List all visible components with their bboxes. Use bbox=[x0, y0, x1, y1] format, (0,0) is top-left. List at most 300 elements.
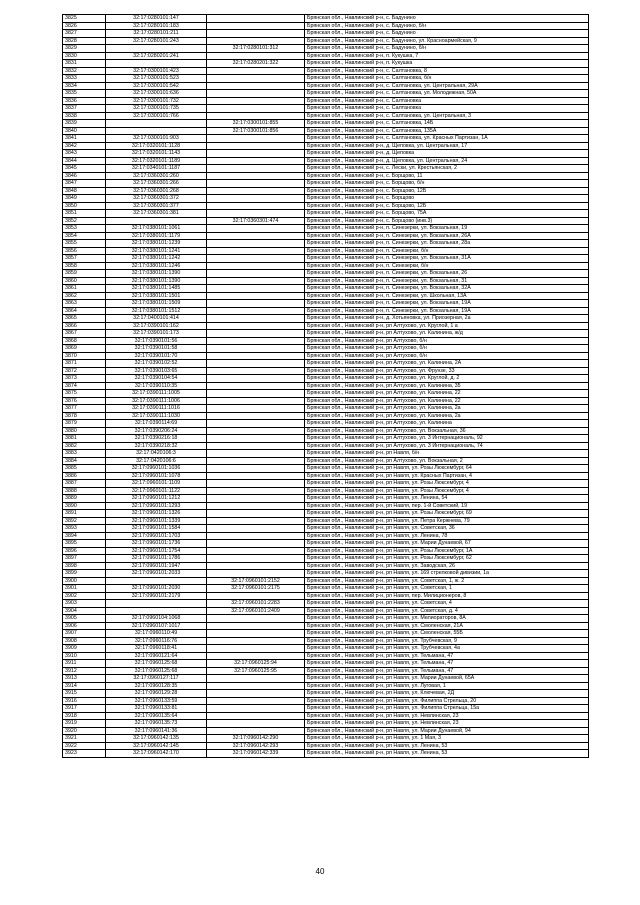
cadastral-number-cell: 32:17:0960110:49 bbox=[106, 630, 207, 638]
related-cadastral-number-cell: 32:17:0300101:856 bbox=[207, 127, 305, 135]
address-cell: Брянская обл., Навлинский р-н, д. Щеповка, ул. Центральная, 17 bbox=[305, 142, 589, 150]
table-row bbox=[63, 300, 589, 308]
table-row bbox=[63, 487, 589, 495]
table-row bbox=[63, 562, 589, 570]
related-cadastral-number-cell bbox=[207, 570, 305, 578]
cadastral-number-cell: 32:17:0960101:2030 bbox=[106, 585, 207, 593]
cadastral-number-cell bbox=[106, 577, 207, 585]
row-number-cell: 3846 bbox=[63, 172, 106, 180]
row-number-cell: 3825 bbox=[63, 15, 106, 23]
related-cadastral-number-cell bbox=[207, 645, 305, 653]
address-cell: Брянская обл., Навлинский р-н, с. Салтановка, ул. Молодежная, 50А bbox=[305, 90, 589, 98]
cadastral-number-cell: 32:17:0960135:73 bbox=[106, 720, 207, 728]
address-cell: Брянская обл., Навлинский р-н, д. Щеповка bbox=[305, 150, 589, 158]
related-cadastral-number-cell bbox=[207, 345, 305, 353]
table-row bbox=[63, 90, 589, 98]
cadastral-number-cell: 32:17:0390111:1005 bbox=[106, 390, 207, 398]
related-cadastral-number-cell bbox=[207, 352, 305, 360]
row-number-cell: 3890 bbox=[63, 502, 106, 510]
address-cell: Брянская обл., Навлинский р-н, п. Синезерки, ул. Вокзальная, 19А bbox=[305, 300, 589, 308]
table-row bbox=[63, 247, 589, 255]
address-cell: Брянская обл., Навлинский р-н, рп Навля, пер. 1-й Советский, 19 bbox=[305, 502, 589, 510]
row-number-cell: 3877 bbox=[63, 405, 106, 413]
cadastral-number-cell: 32:17:0390111:1030 bbox=[106, 412, 207, 420]
related-cadastral-number-cell bbox=[207, 510, 305, 518]
table-row bbox=[63, 735, 589, 743]
address-cell: Брянская обл., Навлинский р-н, рп Навля, ул. Мелиораторов, 8А bbox=[305, 615, 589, 623]
cadastral-number-cell: 32:17:0390101:56 bbox=[106, 337, 207, 345]
table-row bbox=[63, 472, 589, 480]
row-number-cell: 3921 bbox=[63, 735, 106, 743]
address-cell: Брянская обл., Навлинский р-н, рп Навля, ул. Ленина, 54 bbox=[305, 495, 589, 503]
table-row bbox=[63, 37, 589, 45]
table-row bbox=[63, 480, 589, 488]
table-row bbox=[63, 330, 589, 338]
related-cadastral-number-cell bbox=[207, 555, 305, 563]
row-number-cell: 3845 bbox=[63, 165, 106, 173]
cadastral-number-cell: 32:17:0960133:59 bbox=[106, 697, 207, 705]
address-cell: Брянская обл., Навлинский р-н, с. Борщово bbox=[305, 195, 589, 203]
table-row bbox=[63, 667, 589, 675]
address-cell: Брянская обл., Навлинский р-н, рп Алтухово, ул. Вокзальная, 2 bbox=[305, 457, 589, 465]
related-cadastral-number-cell bbox=[207, 427, 305, 435]
table-row bbox=[63, 750, 589, 758]
cadastral-number-cell: 32:17:0280201:241 bbox=[106, 52, 207, 60]
table-row bbox=[63, 660, 589, 668]
cadastral-number-cell: 32:17:0960142:145 bbox=[106, 742, 207, 750]
table-row bbox=[63, 360, 589, 368]
cadastral-number-cell: 32:17:0300101:636 bbox=[106, 90, 207, 98]
address-cell: Брянская обл., Навлинский р-н, п. Синезерки, ул. Вокзальная, 32А bbox=[305, 285, 589, 293]
related-cadastral-number-cell bbox=[207, 15, 305, 23]
table-row bbox=[63, 630, 589, 638]
table-row bbox=[63, 720, 589, 728]
row-number-cell: 3902 bbox=[63, 592, 106, 600]
table-row bbox=[63, 45, 589, 53]
address-cell: Брянская обл., Навлинский р-н, с. Салтановка, 8 bbox=[305, 67, 589, 75]
cadastral-number-cell: 32:17:0380101:1501 bbox=[106, 292, 207, 300]
address-cell: Брянская обл., Навлинский р-н, с. Борщово, б/н bbox=[305, 180, 589, 188]
table-row bbox=[63, 225, 589, 233]
table-row bbox=[63, 292, 589, 300]
address-cell: Брянская обл., Навлинский р-н, рп Навля, ул. Филиппа Стрельца, 15а bbox=[305, 705, 589, 713]
cadastral-number-cell bbox=[106, 45, 207, 53]
table-row bbox=[63, 517, 589, 525]
related-cadastral-number-cell bbox=[207, 390, 305, 398]
address-cell: Брянская обл., Навлинский р-н, п. Синезерки, ул. Вокзальная, 31А bbox=[305, 255, 589, 263]
row-number-cell: 3837 bbox=[63, 105, 106, 113]
related-cadastral-number-cell bbox=[207, 720, 305, 728]
cadastral-number-cell: 32:17:0420106:3 bbox=[106, 450, 207, 458]
row-number-cell: 3860 bbox=[63, 277, 106, 285]
cadastral-number-cell: 32:17:0360301:377 bbox=[106, 202, 207, 210]
address-cell: Брянская обл., Навлинский р-н, п. Синезерки, ул. Вокзальная, 26 bbox=[305, 270, 589, 278]
address-cell: Брянская обл., Навлинский р-н, рп Алтухово, ул. Калинина, 35 bbox=[305, 382, 589, 390]
address-cell: Брянская обл., Навлинский р-н, рп Навля, ул. Советская, д. 4 bbox=[305, 607, 589, 615]
related-cadastral-number-cell bbox=[207, 165, 305, 173]
table-row bbox=[63, 442, 589, 450]
table-row bbox=[63, 510, 589, 518]
row-number-cell: 3828 bbox=[63, 37, 106, 45]
address-cell: Брянская обл., Навлинский р-н, рп Навля, ул. Ленина, 78 bbox=[305, 532, 589, 540]
address-cell: Брянская обл., Навлинский р-н, п. Синезерки, ул. Вокзальная, 19 bbox=[305, 225, 589, 233]
row-number-cell: 3904 bbox=[63, 607, 106, 615]
related-cadastral-number-cell bbox=[207, 525, 305, 533]
cadastral-number-cell: 32:17:0960129:28 bbox=[106, 690, 207, 698]
table-row bbox=[63, 202, 589, 210]
related-cadastral-number-cell: 32:17:0960125:95 bbox=[207, 667, 305, 675]
row-number-cell: 3867 bbox=[63, 330, 106, 338]
cadastral-number-cell: 32:17:0360301:266 bbox=[106, 180, 207, 188]
address-cell: Брянская обл., Навлинский р-н, с. Салтановка, б/н bbox=[305, 75, 589, 83]
cadastral-number-cell: 32:17:0380101:1485 bbox=[106, 285, 207, 293]
address-cell: Брянская обл., Навлинский р-н, рп Навля, ул. Тельмана, 47 bbox=[305, 660, 589, 668]
address-cell: Брянская обл., Навлинский р-н, с. Борщово, 11 bbox=[305, 172, 589, 180]
cadastral-number-cell: 32:17:0320101:1143 bbox=[106, 150, 207, 158]
table-row bbox=[63, 495, 589, 503]
table-row bbox=[63, 195, 589, 203]
address-cell: Брянская обл., Навлинский р-н, рп Навля, ул. Тельмана, 47 bbox=[305, 667, 589, 675]
cadastral-number-cell: 32:17:0320101:1128 bbox=[106, 142, 207, 150]
related-cadastral-number-cell bbox=[207, 412, 305, 420]
address-cell: Брянская обл., Навлинский р-н, с. Салтановка, ул. Центральная, 3 bbox=[305, 112, 589, 120]
table-row bbox=[63, 60, 589, 68]
row-number-cell: 3920 bbox=[63, 727, 106, 735]
address-cell: Брянская обл., Навлинский р-н, рп Алтухово, ул. Вокзальная, 36 bbox=[305, 427, 589, 435]
row-number-cell: 3859 bbox=[63, 270, 106, 278]
related-cadastral-number-cell bbox=[207, 652, 305, 660]
row-number-cell: 3863 bbox=[63, 300, 106, 308]
cadastral-number-cell: 32:17:0390101:162 bbox=[106, 322, 207, 330]
address-cell: Брянская обл., Навлинский р-н, п. Синезерки, ул. Вокзальная, 19А bbox=[305, 307, 589, 315]
table-row bbox=[63, 600, 589, 608]
related-cadastral-number-cell bbox=[207, 480, 305, 488]
related-cadastral-number-cell bbox=[207, 495, 305, 503]
row-number-cell: 3899 bbox=[63, 570, 106, 578]
related-cadastral-number-cell: 32:17:0960101:2175 bbox=[207, 585, 305, 593]
address-cell: Брянская обл., Навлинский р-н, рп Навля, ул. Заводская, 26 bbox=[305, 562, 589, 570]
related-cadastral-number-cell bbox=[207, 105, 305, 113]
address-cell: Брянская обл., Навлинский р-н, рп Навля, ул. Розы Люксембург, 4 bbox=[305, 487, 589, 495]
address-cell: Брянская обл., Навлинский р-н, рп Навля, ул. Смоленская, 55Б bbox=[305, 630, 589, 638]
address-cell: Брянская обл., Навлинский р-н, рп Навля, ул. Трубчевская, 9 bbox=[305, 637, 589, 645]
row-number-cell: 3918 bbox=[63, 712, 106, 720]
table-row bbox=[63, 712, 589, 720]
related-cadastral-number-cell bbox=[207, 67, 305, 75]
table-row bbox=[63, 97, 589, 105]
table-row bbox=[63, 352, 589, 360]
table-row bbox=[63, 435, 589, 443]
row-number-cell: 3865 bbox=[63, 315, 106, 323]
table-row bbox=[63, 30, 589, 38]
cadastral-number-cell: 32:17:0960101:1326 bbox=[106, 510, 207, 518]
table-row bbox=[63, 157, 589, 165]
address-cell: Брянская обл., Навлинский р-н, с. Бадунино, ул. Красноармейская, 9 bbox=[305, 37, 589, 45]
related-cadastral-number-cell: 32:17:0280101:312 bbox=[207, 45, 305, 53]
address-cell: Брянская обл., Навлинский р-н, п. Синезерки, ул. Школьная, 13А bbox=[305, 292, 589, 300]
table-row bbox=[63, 262, 589, 270]
table-row bbox=[63, 285, 589, 293]
cadastral-number-cell: 32:17:0390218:32 bbox=[106, 442, 207, 450]
cadastral-number-cell: 32:17:0360301:268 bbox=[106, 187, 207, 195]
address-cell: Брянская обл., Навлинский р-н, рп Алтухово, ул. Калинина bbox=[305, 420, 589, 428]
address-cell: Брянская обл., Навлинский р-н, с. Борщово, 12Б bbox=[305, 202, 589, 210]
cadastral-number-cell: 32:17:0380101:1239 bbox=[106, 240, 207, 248]
row-number-cell: 3905 bbox=[63, 615, 106, 623]
related-cadastral-number-cell bbox=[207, 150, 305, 158]
cadastral-number-cell: 32:17:0390101:70 bbox=[106, 352, 207, 360]
cadastral-number-cell: 32:17:0960125:68 bbox=[106, 667, 207, 675]
related-cadastral-number-cell bbox=[207, 397, 305, 405]
address-cell: Брянская обл., Навлинский р-н, рп Навля, ул. 1 Мая, 3 bbox=[305, 735, 589, 743]
cadastral-number-cell: 32:17:0960121:64 bbox=[106, 652, 207, 660]
related-cadastral-number-cell bbox=[207, 240, 305, 248]
cadastral-number-cell: 32:17:0280101:243 bbox=[106, 37, 207, 45]
related-cadastral-number-cell bbox=[207, 187, 305, 195]
cadastral-number-cell: 32:17:0390101:58 bbox=[106, 345, 207, 353]
cadastral-number-cell: 32:17:0960107:1017 bbox=[106, 622, 207, 630]
address-cell: Брянская обл., Навлинский р-н, рп Алтухово, ул. Круглой, 1 а bbox=[305, 322, 589, 330]
row-number-cell: 3855 bbox=[63, 240, 106, 248]
row-number-cell: 3872 bbox=[63, 367, 106, 375]
cadastral-number-cell: 32:17:0960101:1703 bbox=[106, 532, 207, 540]
table-row bbox=[63, 270, 589, 278]
related-cadastral-number-cell: 32:17:0360301:474 bbox=[207, 217, 305, 225]
address-cell: Брянская обл., Навлинский р-н, рп Навля, ул. Советская, 1 bbox=[305, 585, 589, 593]
row-number-cell: 3848 bbox=[63, 187, 106, 195]
cadastral-number-cell: 32:17:0960127:117 bbox=[106, 675, 207, 683]
related-cadastral-number-cell bbox=[207, 202, 305, 210]
table-row bbox=[63, 457, 589, 465]
row-number-cell: 3908 bbox=[63, 637, 106, 645]
row-number-cell: 3903 bbox=[63, 600, 106, 608]
cadastral-number-cell: 32:17:0960133:81 bbox=[106, 705, 207, 713]
address-cell: Брянская обл., Навлинский р-н, с. Бадунино, б/н bbox=[305, 22, 589, 30]
row-number-cell: 3909 bbox=[63, 645, 106, 653]
row-number-cell: 3854 bbox=[63, 232, 106, 240]
related-cadastral-number-cell bbox=[207, 367, 305, 375]
row-number-cell: 3895 bbox=[63, 540, 106, 548]
related-cadastral-number-cell bbox=[207, 195, 305, 203]
cadastral-number-cell: 32:17:0960135:64 bbox=[106, 712, 207, 720]
related-cadastral-number-cell bbox=[207, 30, 305, 38]
related-cadastral-number-cell bbox=[207, 472, 305, 480]
cadastral-number-cell: 32:17:0280101:183 bbox=[106, 22, 207, 30]
table-row bbox=[63, 120, 589, 128]
cadastral-number-cell: 32:17:0380101:1390 bbox=[106, 270, 207, 278]
row-number-cell: 3850 bbox=[63, 202, 106, 210]
related-cadastral-number-cell: 32:17:0960142:339 bbox=[207, 750, 305, 758]
registry-table bbox=[62, 14, 589, 758]
table-row bbox=[63, 742, 589, 750]
cadastral-number-cell bbox=[106, 607, 207, 615]
table-row bbox=[63, 450, 589, 458]
row-number-cell: 3885 bbox=[63, 465, 106, 473]
related-cadastral-number-cell: 32:17:0960125:94 bbox=[207, 660, 305, 668]
address-cell: Брянская обл., Навлинский р-н, рп Алтухово, б/н bbox=[305, 345, 589, 353]
address-cell: Брянская обл., Навлинский р-н, рп Алтухово, ул. Калинина, ж/д bbox=[305, 330, 589, 338]
related-cadastral-number-cell bbox=[207, 262, 305, 270]
address-cell: Брянская обл., Навлинский р-н, рп Навля, б/н bbox=[305, 450, 589, 458]
related-cadastral-number-cell bbox=[207, 487, 305, 495]
table-row bbox=[63, 367, 589, 375]
cadastral-number-cell: 32:17:0300101:732 bbox=[106, 97, 207, 105]
table-row bbox=[63, 22, 589, 30]
cadastral-number-cell: 32:17:0380101:1179 bbox=[106, 232, 207, 240]
related-cadastral-number-cell bbox=[207, 255, 305, 263]
address-cell: Брянская обл., Навлинский р-н, п. Синезерки, ул. Вокзальная, 31 bbox=[305, 277, 589, 285]
row-number-cell: 3898 bbox=[63, 562, 106, 570]
row-number-cell: 3852 bbox=[63, 217, 106, 225]
related-cadastral-number-cell bbox=[207, 315, 305, 323]
address-cell: Брянская обл., Навлинский р-н, рп Алтухово, б/н bbox=[305, 352, 589, 360]
cadastral-number-cell: 32:17:0960101:1339 bbox=[106, 517, 207, 525]
row-number-cell: 3839 bbox=[63, 120, 106, 128]
address-cell: Брянская обл., Навлинский р-н, рп Алтухово, б/н bbox=[305, 337, 589, 345]
related-cadastral-number-cell bbox=[207, 682, 305, 690]
related-cadastral-number-cell bbox=[207, 142, 305, 150]
row-number-cell: 3922 bbox=[63, 742, 106, 750]
row-number-cell: 3862 bbox=[63, 292, 106, 300]
table-row bbox=[63, 315, 589, 323]
row-number-cell: 3831 bbox=[63, 60, 106, 68]
address-cell: Брянская обл., Навлинский р-н, рп Навля, ул. Розы Люксембург, 1А bbox=[305, 547, 589, 555]
cadastral-number-cell: 32:17:0960141:36 bbox=[106, 727, 207, 735]
address-cell: Брянская обл., Навлинский р-н, п. Кукушка, 7 bbox=[305, 52, 589, 60]
table-row bbox=[63, 615, 589, 623]
row-number-cell: 3878 bbox=[63, 412, 106, 420]
related-cadastral-number-cell bbox=[207, 292, 305, 300]
cadastral-number-cell: 32:17:0960101:1109 bbox=[106, 480, 207, 488]
address-cell: Брянская обл., Навлинский р-н, рп Алтухово, ул. Калинина, 2А bbox=[305, 360, 589, 368]
address-cell: Брянская обл., Навлинский р-н, рп Навля, ул. 169 стрелковой дивизии, 1а bbox=[305, 570, 589, 578]
cadastral-number-cell: 32:17:0960101:1754 bbox=[106, 547, 207, 555]
cadastral-number-cell: 32:17:0960101:1584 bbox=[106, 525, 207, 533]
related-cadastral-number-cell bbox=[207, 615, 305, 623]
table-row bbox=[63, 15, 589, 23]
address-cell: Брянская обл., Навлинский р-н, д. Хотьяновка, ул. Приозерная, 2а bbox=[305, 315, 589, 323]
row-number-cell: 3894 bbox=[63, 532, 106, 540]
cadastral-number-cell bbox=[106, 60, 207, 68]
row-number-cell: 3901 bbox=[63, 585, 106, 593]
address-cell: Брянская обл., Навлинский р-н, п. Кукушка bbox=[305, 60, 589, 68]
address-cell: Брянская обл., Навлинский р-н, рп Навля, ул. Розы Люксембург, 64 bbox=[305, 465, 589, 473]
table-row bbox=[63, 82, 589, 90]
address-cell: Брянская обл., Навлинский р-н, рп Навля, ул. Трубчевская, 4а bbox=[305, 645, 589, 653]
cadastral-number-cell: 32:17:0300101:542 bbox=[106, 82, 207, 90]
row-number-cell: 3834 bbox=[63, 82, 106, 90]
row-number-cell: 3871 bbox=[63, 360, 106, 368]
table-row bbox=[63, 390, 589, 398]
row-number-cell: 3858 bbox=[63, 262, 106, 270]
row-number-cell: 3853 bbox=[63, 225, 106, 233]
address-cell: Брянская обл., Навлинский р-н, п. Синезерки, ул. Вокзальная, 26А bbox=[305, 232, 589, 240]
table-row bbox=[63, 727, 589, 735]
address-cell: Брянская обл., Навлинский р-н, с. Бадунино bbox=[305, 30, 589, 38]
table-row bbox=[63, 532, 589, 540]
table-row bbox=[63, 690, 589, 698]
row-number-cell: 3913 bbox=[63, 675, 106, 683]
cadastral-number-cell: 32:17:0380101:1512 bbox=[106, 307, 207, 315]
related-cadastral-number-cell bbox=[207, 247, 305, 255]
address-cell: Брянская обл., Навлинский р-н, п. Синезерки, б/н bbox=[305, 247, 589, 255]
table-row bbox=[63, 405, 589, 413]
address-cell: Брянская обл., Навлинский р-н, рп Навля, ул. Тельмана, 47 bbox=[305, 652, 589, 660]
address-cell: Брянская обл., Навлинский р-н, рп Навля, ул. Ключевая, 2Д bbox=[305, 690, 589, 698]
row-number-cell: 3892 bbox=[63, 517, 106, 525]
cadastral-number-cell: 32:17:0280101:211 bbox=[106, 30, 207, 38]
address-cell: Брянская обл., Навлинский р-н, рп Навля, ул. Розы Люксембург, 4 bbox=[305, 480, 589, 488]
cadastral-number-cell: 32:17:0420106:6 bbox=[106, 457, 207, 465]
address-cell: Брянская обл., Навлинский р-н, с. Салтановка, ул. Центральная, 29А bbox=[305, 82, 589, 90]
cadastral-number-cell: 32:17:0960101:1293 bbox=[106, 502, 207, 510]
related-cadastral-number-cell bbox=[207, 180, 305, 188]
table-row bbox=[63, 682, 589, 690]
row-number-cell: 3917 bbox=[63, 705, 106, 713]
row-number-cell: 3900 bbox=[63, 577, 106, 585]
related-cadastral-number-cell bbox=[207, 360, 305, 368]
address-cell: Брянская обл., Навлинский р-н, рп Алтухово, ул. 3 Интернациональ, 92 bbox=[305, 435, 589, 443]
related-cadastral-number-cell bbox=[207, 457, 305, 465]
related-cadastral-number-cell bbox=[207, 322, 305, 330]
cadastral-number-cell: 32:17:0960125:68 bbox=[106, 660, 207, 668]
related-cadastral-number-cell bbox=[207, 712, 305, 720]
related-cadastral-number-cell bbox=[207, 307, 305, 315]
related-cadastral-number-cell bbox=[207, 727, 305, 735]
related-cadastral-number-cell bbox=[207, 225, 305, 233]
row-number-cell: 3880 bbox=[63, 427, 106, 435]
address-cell: Брянская обл., Навлинский р-н, рп Навля, ул. Марии Дунаевой, 67 bbox=[305, 540, 589, 548]
cadastral-number-cell: 32:17:0390101:173 bbox=[106, 330, 207, 338]
related-cadastral-number-cell bbox=[207, 210, 305, 218]
related-cadastral-number-cell: 32:17:0960142:293 bbox=[207, 742, 305, 750]
cadastral-number-cell: 32:17:0380101:1390 bbox=[106, 277, 207, 285]
row-number-cell: 3893 bbox=[63, 525, 106, 533]
table-row bbox=[63, 705, 589, 713]
row-number-cell: 3866 bbox=[63, 322, 106, 330]
row-number-cell: 3835 bbox=[63, 90, 106, 98]
cadastral-number-cell: 32:17:0360301:381 bbox=[106, 210, 207, 218]
related-cadastral-number-cell bbox=[207, 157, 305, 165]
cadastral-number-cell: 32:17:0320101:1189 bbox=[106, 157, 207, 165]
row-number-cell: 3875 bbox=[63, 390, 106, 398]
related-cadastral-number-cell bbox=[207, 405, 305, 413]
row-number-cell: 3911 bbox=[63, 660, 106, 668]
related-cadastral-number-cell bbox=[207, 435, 305, 443]
cadastral-number-cell: 32:17:0960101:1036 bbox=[106, 465, 207, 473]
related-cadastral-number-cell bbox=[207, 22, 305, 30]
address-cell: Брянская обл., Навлинский р-н, рп Навля, ул. Ленина, 53 bbox=[305, 742, 589, 750]
related-cadastral-number-cell: 32:17:0960101:2283 bbox=[207, 600, 305, 608]
related-cadastral-number-cell bbox=[207, 517, 305, 525]
related-cadastral-number-cell bbox=[207, 75, 305, 83]
address-cell: Брянская обл., Навлинский р-н, рп Навля, ул. Марии Дунаевой, 94 bbox=[305, 727, 589, 735]
table-row bbox=[63, 540, 589, 548]
related-cadastral-number-cell bbox=[207, 97, 305, 105]
row-number-cell: 3864 bbox=[63, 307, 106, 315]
table-row bbox=[63, 412, 589, 420]
cadastral-number-cell: 32:17:0960101:2179 bbox=[106, 592, 207, 600]
row-number-cell: 3881 bbox=[63, 435, 106, 443]
row-number-cell: 3826 bbox=[63, 22, 106, 30]
page-number: 40 bbox=[315, 867, 325, 876]
cadastral-number-cell: 32:17:0390111:1006 bbox=[106, 397, 207, 405]
row-number-cell: 3856 bbox=[63, 247, 106, 255]
cadastral-number-cell: 32:17:0400101:414 bbox=[106, 315, 207, 323]
table-row bbox=[63, 165, 589, 173]
table-row bbox=[63, 307, 589, 315]
cadastral-number-cell: 32:17:0960101:2033 bbox=[106, 570, 207, 578]
